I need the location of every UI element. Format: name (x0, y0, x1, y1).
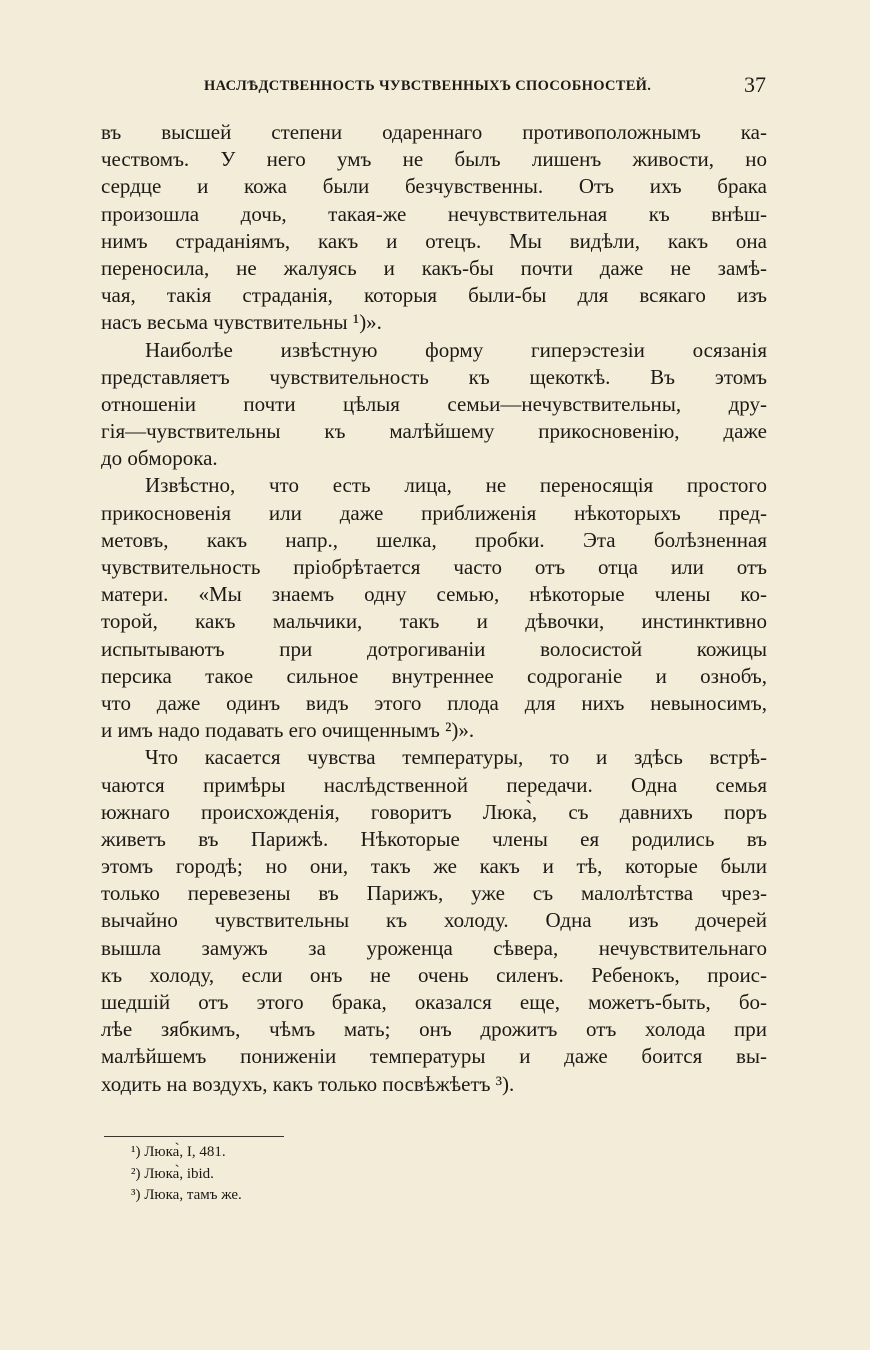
page-number: 37 (744, 72, 766, 97)
text-line: живетъ въ Парижѣ. Нѣкоторые члены ея родились въ (101, 826, 767, 851)
text-line: представляетъ чувствительность къ щекоткѣ. Въ этомъ (101, 364, 767, 389)
text-line: произошла дочь, такая-же нечувствительная къ внѣш- (101, 201, 767, 226)
text-line: насъ весьма чувствительны ¹)». (101, 310, 382, 335)
text-line: матери. «Мы знаемъ одну семью, нѣкоторые члены ко- (101, 582, 767, 607)
text-line: нимъ страданіямъ, какъ и отецъ. Мы видѣли, какъ она (101, 228, 767, 253)
footnotes (131, 1142, 531, 1207)
text-line: гія—чувствительны къ малѣйшему прикосновенію, даже (101, 419, 767, 444)
text-line: метовъ, какъ напр., шелка, пробки. Эта болѣзненная (101, 527, 767, 552)
text-line: чая, такія страданія, которыя были-бы для всякаго изъ (101, 283, 767, 308)
text-line: только перевезены въ Парижъ, уже съ малолѣтства чрез- (101, 881, 767, 906)
text-line: чувствительность пріобрѣтается часто отъ отца или отъ (101, 555, 767, 579)
running-head (204, 72, 766, 100)
text-line: Наиболѣе извѣстную форму гиперэстезіи осязанія (145, 337, 767, 362)
text-line: переносила, не жалуясь и какъ-бы почти даже не замѣ- (101, 255, 767, 280)
text-line: вышла замужъ за уроженца сѣвера, нечувствительнаго (101, 935, 767, 960)
text-line: отношеніи почти цѣлыя семьи—нечувствительны, дру- (101, 391, 767, 416)
text-line: что даже одинъ видъ этого плода для нихъ невыносимъ, (101, 690, 767, 715)
text-line: вычайно чувствительны къ холоду. Одна изъ дочерей (101, 908, 767, 933)
text-line: этомъ городѣ; но они, такъ же какъ и тѣ, которые были (101, 854, 767, 879)
text-line: и имъ надо подавать его очищеннымъ ²)». (101, 718, 475, 743)
text-line: торой, какъ мальчики, такъ и дѣвочки, инстинктивно (101, 609, 767, 634)
text-line: къ холоду, если онъ не очень силенъ. Ребенокъ, проис- (101, 962, 767, 987)
text-line: ходить на воздухъ, какъ только посвѣжѣетъ ³). (101, 1071, 515, 1096)
text-line: въ высшей степени одареннаго противоположнымъ ка- (101, 120, 767, 144)
text-line: южнаго происхожденія, говоритъ Люка̀, съ давнихъ поръ (101, 799, 767, 824)
text-line: Извѣстно, что есть лица, не переносящія простого (145, 473, 767, 498)
text-line: персика такое сильное внутреннее содроганіе и ознобъ, (101, 663, 767, 688)
text-line: испытываютъ при дотрогиваніи волосистой кожицы (101, 636, 767, 661)
text-line: Что касается чувства температуры, то и здѣсь встрѣ- (145, 745, 767, 770)
footnote-rule (104, 1136, 284, 1137)
text-line: чаются примѣры наслѣдственной передачи. Одна семья (101, 772, 767, 797)
text-line: лѣе зябкимъ, чѣмъ мать; онъ дрожитъ отъ холода при (101, 1017, 767, 1042)
text-line: шедшій отъ этого брака, оказался еще, можетъ-быть, бо- (101, 990, 767, 1014)
text-line: до обморока. (101, 446, 218, 471)
text-line: сердце и кожа были безчувственны. Отъ ихъ брака (101, 174, 767, 199)
footnote: ²) Люка̀, ibid. (131, 1165, 214, 1182)
text-line: прикосновенія или даже приближенія нѣкоторыхъ пред- (101, 500, 767, 525)
text-line: малѣйшемъ пониженіи температуры и даже боится вы- (101, 1044, 767, 1069)
text-line: чествомъ. У него умъ не былъ лишенъ живости, но (101, 147, 767, 172)
body-text (101, 119, 767, 1098)
footnote: ³) Люка, тамъ же. (131, 1187, 242, 1203)
chapter-title: НАСЛѢДСТВЕННОСТЬ ЧУВСТВЕННЫХЪ СПОСОБНОСТЕЙ. (204, 78, 652, 94)
footnote: ¹) Люка̀, I, 481. (131, 1144, 226, 1160)
